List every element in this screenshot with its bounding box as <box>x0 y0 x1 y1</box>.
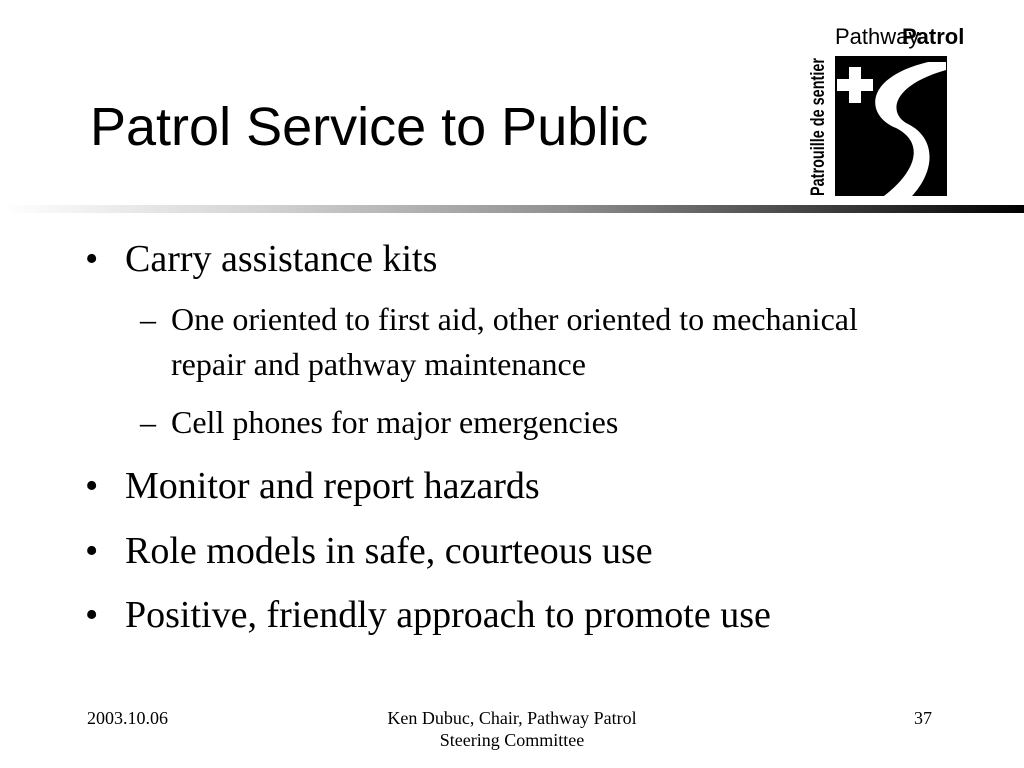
sub-bullet-marker: – <box>140 404 156 440</box>
logo-side-text: Patrouille de sentier <box>808 14 829 196</box>
footer-author-line: Steering Committee <box>439 730 585 750</box>
sub-bullet-text: One oriented to first aid, other oriented to mechanical repair and pathway maintenance <box>171 301 858 382</box>
title-divider <box>0 205 1024 213</box>
slide-title: Patrol Service to Public <box>90 97 649 157</box>
bullet-item <box>85 237 437 281</box>
footer-date: 2003.10.06 <box>87 708 168 728</box>
bullet-marker: • <box>85 594 99 636</box>
logo-text-pathway: Pathway <box>835 24 920 49</box>
bullet-marker: • <box>85 238 99 280</box>
footer-author-line: Ken Dubuc, Chair, Pathway Patrol <box>387 708 637 728</box>
sub-bullet-marker: – <box>140 301 156 337</box>
sub-bullet-item <box>140 400 891 445</box>
bullet-text: Role models in safe, courteous use <box>125 530 653 572</box>
pathway-patrol-logo <box>800 14 965 200</box>
bullet-text: Carry assistance kits <box>125 238 438 280</box>
bullet-item <box>85 464 540 508</box>
bullet-text: Positive, friendly approach to promote use <box>125 594 771 636</box>
sub-bullet-item <box>140 297 891 387</box>
sub-bullet-text: Cell phones for major emergencies <box>171 404 619 440</box>
bullet-text: Monitor and report hazards <box>125 465 540 507</box>
bullet-marker: • <box>85 465 99 507</box>
bullet-marker: • <box>85 530 99 572</box>
bullet-item <box>85 529 653 573</box>
logo-text-patrol: Patrol <box>902 24 965 49</box>
bullet-item <box>85 593 771 637</box>
page-number: 37 <box>914 708 932 728</box>
footer-author <box>362 707 662 751</box>
